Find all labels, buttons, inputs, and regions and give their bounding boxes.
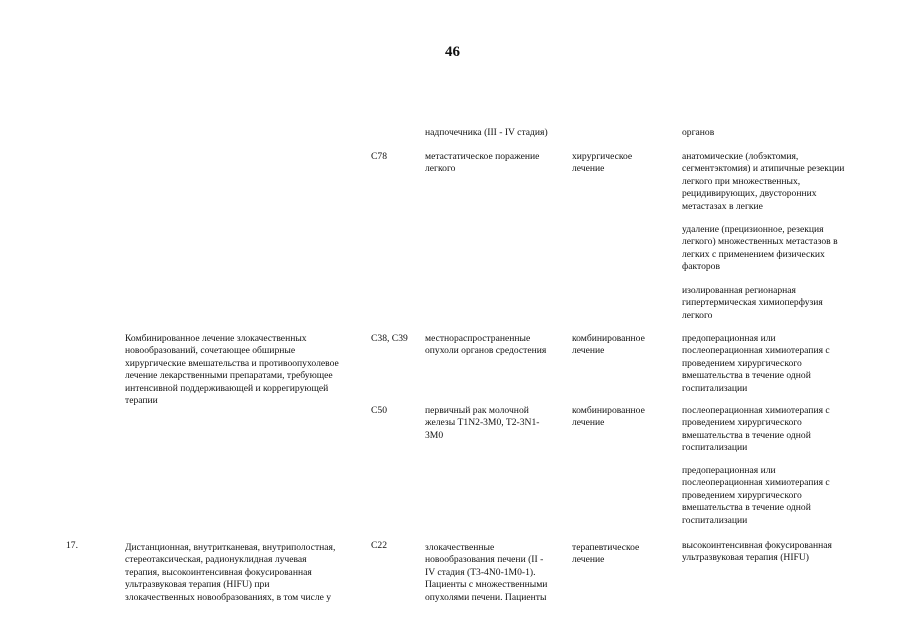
- text-line: проведением хирургического: [682, 489, 802, 501]
- disease-model-cell: [425, 151, 539, 176]
- text-line: метастазах в легкие: [682, 200, 763, 212]
- text-line: послеоперационная химиотерапия с: [682, 405, 830, 416]
- text-line: злокачественные: [425, 542, 495, 553]
- text-line: органов: [682, 127, 715, 138]
- text-line: терапии: [125, 395, 158, 407]
- disease-model-cell: [425, 333, 546, 358]
- text-line: метастатическое поражение: [425, 151, 540, 162]
- care-type-name-cell: [125, 333, 339, 407]
- text-line: госпитализации: [682, 442, 748, 454]
- text-line: высокоинтенсивная фокусированная: [682, 540, 832, 551]
- care-type-name-cell: [125, 542, 335, 604]
- text-line: первичный рак молочной: [425, 405, 529, 416]
- treatment-type-cell: [572, 333, 645, 358]
- treatment-method-cell: [682, 151, 844, 213]
- treatment-type-cell: [572, 151, 632, 176]
- text-line: ультразвуковая терапия (HIFU): [682, 552, 810, 564]
- treatment-method-cell: [682, 285, 823, 322]
- icd-code-cell: C38, C39: [371, 333, 408, 344]
- text-line: железы T1N2-3M0, T2-3N1-: [425, 417, 540, 429]
- text-line: лечение: [572, 163, 605, 175]
- text-line: изолированная регионарная: [682, 285, 796, 296]
- text-line: госпитализации: [682, 382, 748, 394]
- disease-model-cell: [425, 542, 547, 604]
- text-line: 3M0: [425, 429, 444, 441]
- treatment-method-cell: [682, 333, 830, 395]
- text-line: злокачественных новообразованиях, в том числе у: [125, 591, 332, 603]
- text-line: хирургические вмешательства и противоопухолевое: [125, 357, 339, 369]
- disease-model-cell: [425, 405, 539, 442]
- treatment-type-cell: [572, 542, 639, 567]
- text-line: опухоли органов средостения: [425, 345, 547, 357]
- text-line: предоперационная или: [682, 465, 776, 476]
- text-line: гипертермическая химиоперфузия: [682, 297, 823, 309]
- text-line: опухолями печени. Пациенты: [425, 591, 547, 603]
- text-line: комбинированное: [572, 333, 645, 344]
- row-number-cell: 17.: [66, 540, 78, 551]
- text-line: легкого: [682, 309, 713, 321]
- text-line: лечение: [572, 554, 605, 566]
- disease-model-cell: [425, 127, 548, 139]
- icd-code-cell: C78: [371, 151, 387, 162]
- treatment-method-cell: [682, 224, 838, 274]
- text-line: новообразований, сочетающее обширные: [125, 345, 296, 357]
- text-line: послеоперационная химиотерапия с: [682, 477, 830, 489]
- text-line: терапевтическое: [572, 542, 640, 553]
- text-line: стереотаксическая, радионуклидная лучевая: [125, 554, 307, 566]
- text-line: легкого) множественных метастазов в: [682, 236, 838, 248]
- text-line: интенсивной поддерживающей и коррегирующей: [125, 382, 329, 394]
- text-line: легкого: [425, 163, 456, 175]
- text-line: хирургическое: [572, 151, 633, 162]
- text-line: вмешательства в течение одной: [682, 429, 811, 441]
- text-line: удаление (прецизионное, резекция: [682, 224, 824, 235]
- treatment-method-cell: [682, 127, 714, 139]
- text-line: Комбинированное лечение злокачественных: [125, 333, 307, 344]
- text-line: послеоперационная химиотерапия с: [682, 345, 830, 357]
- text-line: легких с применением физических: [682, 248, 825, 260]
- text-line: новообразования печени (II -: [425, 554, 544, 566]
- text-line: местнораспространенные: [425, 333, 531, 344]
- text-line: ультразвуковая терапия (HIFU) при: [125, 579, 270, 591]
- text-line: сегментэктомия) и атипичные резекции: [682, 163, 845, 175]
- text-line: предоперационная или: [682, 333, 776, 344]
- treatment-method-cell: [682, 465, 830, 527]
- text-line: вмешательства в течение одной: [682, 502, 811, 514]
- text-line: терапия, высокоинтенсивная фокусированная: [125, 566, 312, 578]
- text-line: надпочечника (III - IV стадия): [425, 127, 548, 138]
- text-line: госпитализации: [682, 514, 748, 526]
- text-line: лечение: [572, 345, 605, 357]
- text-line: рецидивирующих, двусторонних: [682, 188, 817, 200]
- page-number: 46: [445, 44, 460, 60]
- treatment-method-cell: [682, 405, 830, 455]
- text-line: комбинированное: [572, 405, 645, 416]
- text-line: проведением хирургического: [682, 357, 802, 369]
- text-line: анатомические (лобэктомия,: [682, 151, 799, 162]
- text-line: вмешательства в течение одной: [682, 370, 811, 382]
- text-line: IV стадия (T3-4N0-1M0-1).: [425, 566, 536, 578]
- text-line: проведением хирургического: [682, 417, 802, 429]
- text-line: легкого при множественных,: [682, 175, 801, 187]
- treatment-type-cell: [572, 405, 645, 430]
- text-line: факторов: [682, 261, 720, 273]
- icd-code-cell: C50: [371, 405, 387, 416]
- text-line: Пациенты с множественными: [425, 579, 548, 591]
- text-line: Дистанционная, внутритканевая, внутриполостная,: [125, 542, 336, 553]
- icd-code-cell: C22: [371, 540, 387, 551]
- treatment-method-cell: [682, 540, 832, 565]
- text-line: лечение лекарственными препаратами, требующее: [125, 370, 333, 382]
- text-line: лечение: [572, 417, 605, 429]
